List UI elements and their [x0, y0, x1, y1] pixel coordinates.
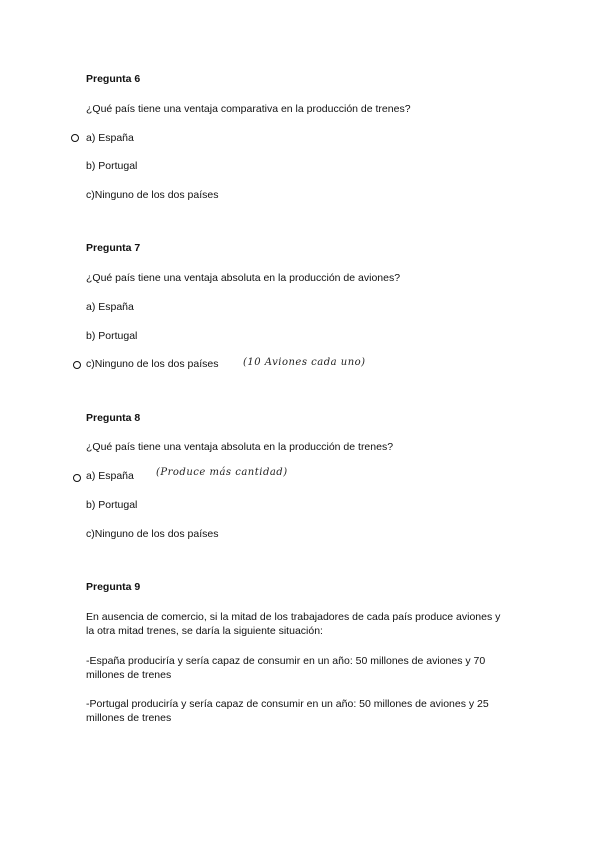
q8-selected-mark[interactable] — [73, 474, 81, 482]
q9-spain-line2: millones de trenes — [86, 669, 172, 681]
q9-intro-line1: En ausencia de comercio, si la mitad de los trabajadores de cada país produce aviones y — [86, 611, 501, 623]
q9-spain-line1: -España produciría y sería capaz de consumir en un año: 50 millones de aviones y 70 — [86, 655, 486, 667]
q7-heading: Pregunta 7 — [86, 242, 141, 254]
q8-question: ¿Qué país tiene una ventaja absoluta en la producción de trenes? — [86, 441, 394, 453]
q7-option-c[interactable]: c)Ninguno de los dos países — [86, 358, 219, 370]
q9-intro — [86, 610, 526, 638]
q6-option-b[interactable]: b) Portugal — [86, 160, 138, 172]
q6-question: ¿Qué país tiene una ventaja comparativa en la producción de trenes? — [86, 103, 411, 115]
q6-option-c[interactable]: c)Ninguno de los dos países — [86, 189, 219, 201]
q9-heading: Pregunta 9 — [86, 581, 141, 593]
q7-option-a[interactable]: a) España — [86, 301, 134, 313]
q8-heading: Pregunta 8 — [86, 412, 141, 424]
q7-option-b[interactable]: b) Portugal — [86, 330, 138, 342]
q7-selected-mark[interactable] — [73, 361, 81, 369]
q6-option-a[interactable]: a) España — [86, 132, 134, 144]
q6-heading: Pregunta 6 — [86, 73, 141, 85]
q8-option-c[interactable]: c)Ninguno de los dos países — [86, 528, 219, 540]
q9-portugal-line2: millones de trenes — [86, 712, 172, 724]
q8-option-b[interactable]: b) Portugal — [86, 499, 138, 511]
q9-portugal-line1: -Portugal produciría y sería capaz de consumir en un año: 50 millones de aviones y 25 — [86, 698, 489, 710]
q7-question: ¿Qué país tiene una ventaja absoluta en la producción de aviones? — [86, 272, 401, 284]
q8-handwritten-note: (Produce más cantidad) — [156, 467, 288, 478]
q8-option-a[interactable]: a) España — [86, 470, 134, 482]
q9-portugal — [86, 697, 526, 725]
q7-handwritten-note: (10 Aviones cada uno) — [243, 357, 366, 368]
q9-intro-line2: la otra mitad trenes, se daría la siguiente situación: — [86, 625, 323, 637]
q9-spain — [86, 654, 526, 682]
q6-selected-mark[interactable] — [71, 134, 79, 142]
